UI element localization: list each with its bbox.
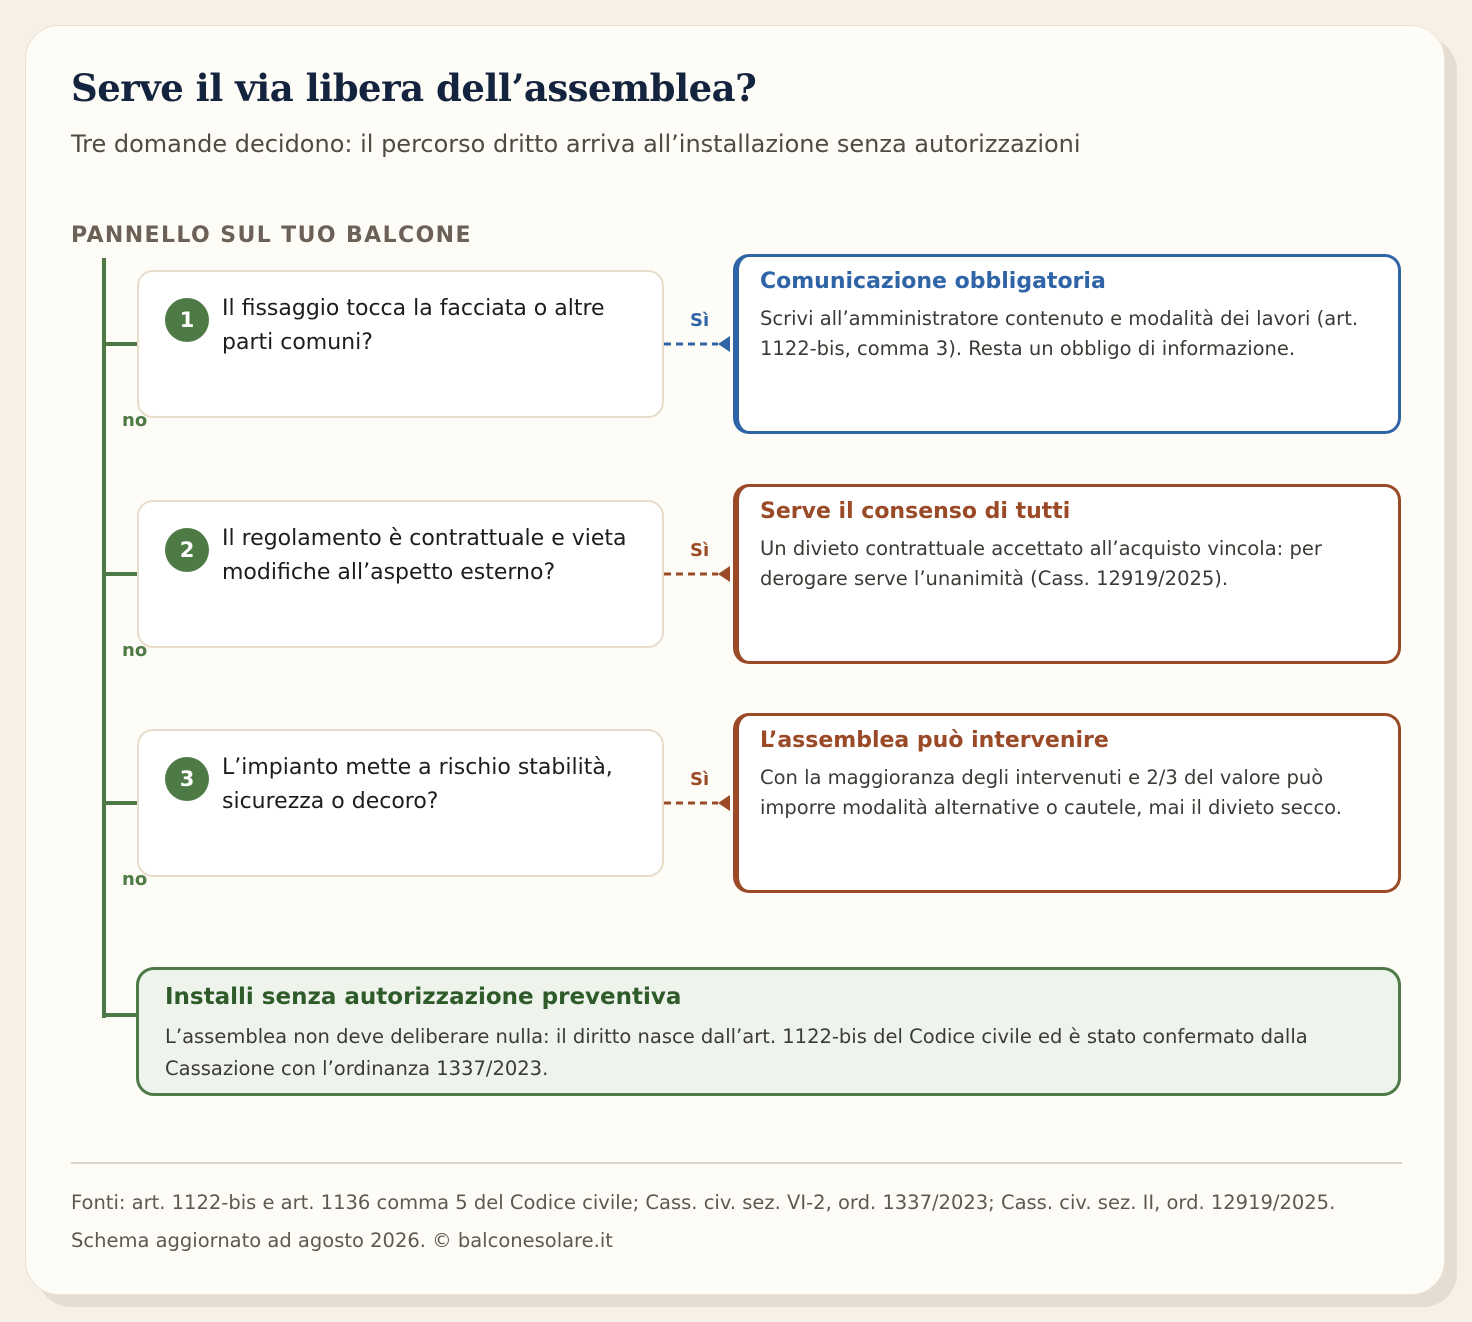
outcome-box-3: [733, 713, 1401, 893]
branch-connector: [102, 1013, 138, 1017]
outcome-text: Scrivi all’amministratore contenuto e modalità dei lavori (art. 1122-bis, comma 3). Resta un obbligo di informazione.: [760, 307, 1359, 360]
question-text: Il fissaggio tocca la facciata o altre parti comuni?: [222, 296, 605, 355]
branch-connector: [102, 342, 138, 346]
branch-connector: [102, 572, 138, 576]
no-label: no: [122, 640, 148, 661]
yes-label: Sì: [690, 769, 710, 790]
page-subtitle: Tre domande decidono: il percorso dritto arriva all’installazione senza autorizzazioni: [71, 130, 1081, 158]
branch-connector: [102, 801, 138, 805]
outcome-box-2: [733, 484, 1401, 664]
step-number-badge: 3: [165, 757, 209, 801]
page-title: Serve il via libera dell’assemblea?: [71, 66, 757, 110]
step-number-badge: 1: [165, 298, 209, 342]
final-outcome-text: L’assemblea non deve deliberare nulla: il diritto nasce dall’art. 1122-bis del Codice civile ed è stato confermato dalla Cassazione con l’ordinanza 1337/2023.: [165, 1025, 1308, 1080]
outcome-title: Serve il consenso di tutti: [760, 499, 1071, 524]
question-box-1: [137, 270, 664, 418]
footer-sources: Fonti: art. 1122-bis e art. 1136 comma 5 del Codice civile; Cass. civ. sez. VI-2, ord. 1337/2023; Cass. civ. sez. II, ord. 12919/2025.: [71, 1191, 1336, 1214]
yes-label: Sì: [690, 310, 710, 331]
footer: [71, 1184, 1411, 1260]
question-text: L’impianto mette a rischio stabilità, sicurezza o decoro?: [222, 755, 613, 814]
flow-start-label: PANNELLO SUL TUO BALCONE: [71, 223, 472, 248]
outcome-text: Con la maggioranza degli intervenuti e 2/3 del valore può imporre modalità alternative o cautele, mai il divieto secco.: [760, 766, 1342, 819]
final-outcome-box: [136, 967, 1401, 1096]
question-box-3: [137, 729, 664, 877]
question-text: Il regolamento è contrattuale e vieta modifiche all’aspetto esterno?: [222, 526, 627, 585]
outcome-box-1: [733, 254, 1401, 434]
outcome-title: L’assemblea può intervenire: [760, 728, 1109, 753]
question-box-2: [137, 500, 664, 648]
outcome-title: Comunicazione obbligatoria: [760, 269, 1106, 294]
footer-divider: [71, 1162, 1402, 1164]
yes-arrow: [664, 564, 732, 584]
no-label: no: [122, 410, 148, 431]
flow-trunk-line: [102, 258, 106, 1018]
yes-arrow: [664, 793, 732, 813]
outcome-text: Un divieto contrattuale accettato all’acquisto vincola: per derogare serve l’unanimità (Cass. 12919/2025).: [760, 537, 1322, 590]
final-outcome-title: Installi senza autorizzazione preventiva: [165, 984, 682, 1010]
no-label: no: [122, 869, 148, 890]
footer-updated: Schema aggiornato ad agosto 2026. © balconesolare.it: [71, 1229, 613, 1252]
yes-label: Sì: [690, 540, 710, 561]
yes-arrow: [664, 334, 732, 354]
step-number-badge: 2: [165, 528, 209, 572]
